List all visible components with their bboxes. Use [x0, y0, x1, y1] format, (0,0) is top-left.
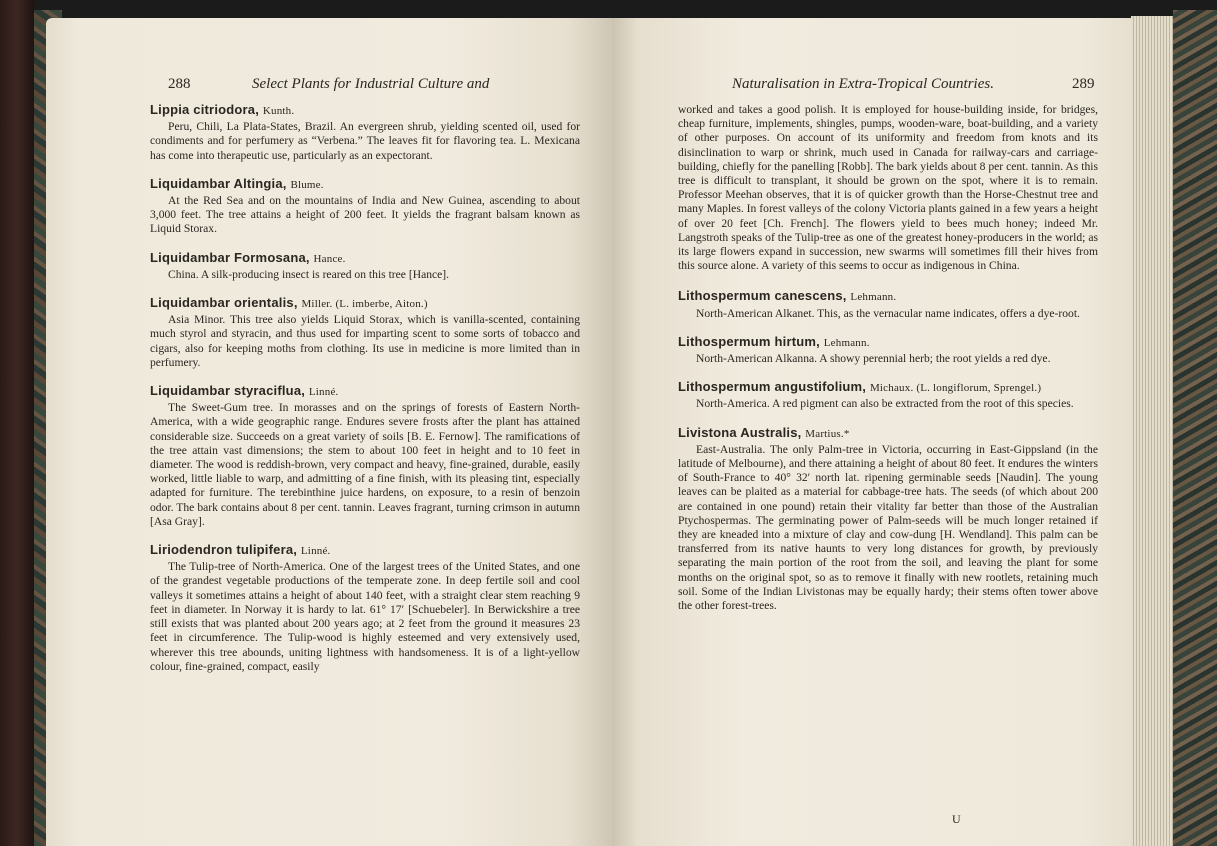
- entry-name: Lithospermum canescens,: [678, 288, 847, 304]
- entry-author: Hance.: [313, 252, 346, 265]
- entry-body: North-America. A red pigment can also be extracted from the root of this species.: [696, 397, 1074, 411]
- entry-author: Blume.: [290, 178, 324, 191]
- entry-author: Michaux. (L. longiflorum, Sprengel.): [869, 382, 1042, 395]
- entry-name: Liquidambar Formosana,: [150, 249, 310, 265]
- entry-body: At the Red Sea and on the mountains of India and New Guinea, ascending to about 3,000 feet. The tree attains a height of 200 feet. It yields the fragrant balsam known as Liquid Storax.: [150, 194, 580, 236]
- entry-body: Asia Minor. This tree also yields Liquid Storax, which is vanilla-scented, containing much styrol and styracin, and thus used for imparting scent to some sorts of tobacco and cigars, also for keeping moths from clothing. Its use in medicine is more limited than in perfumery.: [150, 313, 580, 369]
- entry-author: Linné.: [300, 545, 331, 558]
- entry-body: China. A silk-producing insect is reared on this tree [Hance].: [168, 267, 450, 281]
- entry-body: North-American Alkanna. A showy perennial herb; the root yields a red dye.: [696, 352, 1051, 366]
- continued-paragraph: worked and takes a good polish. It is employed for house-building inside, for bridges, cheap furniture, implements, shingles, pumps, wooden-ware, boat-building, and a variety of other purposes. On account of its uniformity and freedom from knots and its disinclination to warp or shrink, much used in Canada for railway-cars and carriage-building, chiefly for the panelling [Robb]. The bark yields about 8 per cent. tannin. As this tree is difficult to transplant, it should be grown on the spot, where it is to remain. Professor Meehan observes, that it is of quicker growth than the Horse-Chestnut tree and many Maples. In forest valleys of the colony Victoria plants gained in a few years a height of over 20 feet [Ch. French]. The flowers yield to bees much honey; indeed Mr. Langstroth speaks of the Tulip-tree as one of the greatest honey-producers in the world; as its large flowers expand in succession, new swarms will sometimes fill their hives from this source alone. A variety of this seems to occur as indigenous in China.: [678, 103, 1098, 273]
- entry: [678, 335, 1098, 366]
- entry-author: Martius.*: [805, 427, 850, 440]
- left-page-number: 288: [168, 76, 191, 92]
- entry-name: Liquidambar styraciflua,: [150, 383, 306, 399]
- entry-author: Linné.: [308, 386, 339, 399]
- entry-author: Kunth.: [262, 105, 295, 117]
- signature-mark: U: [952, 812, 961, 826]
- entry: [678, 289, 1098, 320]
- page-edges: [1131, 16, 1173, 846]
- entry-name: Lithospermum angustifolium,: [678, 379, 867, 395]
- left-page-text: [150, 103, 580, 688]
- entry: [150, 296, 580, 370]
- entry: [678, 380, 1098, 411]
- right-page-text: [678, 103, 1098, 627]
- entry: [150, 251, 580, 282]
- entry-author: Miller. (L. imberbe, Aiton.): [301, 298, 428, 311]
- entry-name: Lippia citriodora,: [150, 102, 260, 117]
- entry-body: East-Australia. The only Palm-tree in Victoria, occurring in East-Gippsland (in the latitude of Melbourne), and there attaining a height of about 80 feet. It endures the winters of South-France to 40° 32′ north lat. ripening germinable seeds [Naudin]. The young leaves can be plaited as a material for cabbage-tree hats. The seeds (of which about 200 are contained in one pound) retain their vitality far better than those of the Australian Ptychospermas. The germinating power of Palm-seeds will be much longer retained if they are kneaded into a mixture of clay and cow-dung [H. Wendland]. This palm can be transferred from its native haunts to very long distances for growth, by previously separating the main portion of the root from the soil, and leaving the plant for some months on the original spot, so as to remove it finally with new rootlets, retaining much soil. Some of the Indian Livistonas may be equally hardy; their stems often tower above the other forest-trees.: [678, 442, 1098, 613]
- entry-body: The Sweet-Gum tree. In morasses and on the springs of forests of Eastern North-America, with a wide geographic range. Endures severe frosts after the plant has attained considerable size. Succeeds on a great variety of soils [B. E. Fernow]. The ramifications of the tree attain vast dimensions; the stem to about 100 feet in height and to 10 feet in diameter. The wood is reddish-brown, very compact and heavy, fine-grained, durable, easily worked, little liable to warp, and admitting of a fine finish, with its pleasing tint, especially adapted for furniture. The terebinthine juice hardens, on exposure, to a resin of benzoin odor. The bark contains about 8 per cent. tannin. Leaves fragrant, turning crimson in autumn [Asa Gray].: [150, 401, 580, 528]
- entry-name: Lithospermum hirtum,: [678, 333, 820, 349]
- entry-name: Livistona Australis,: [678, 424, 802, 440]
- entry-author: Lehmann.: [850, 291, 897, 304]
- right-running-header: Naturalisation in Extra-Tropical Countries.: [732, 76, 994, 92]
- entry-name: Liquidambar Altingia,: [150, 175, 287, 191]
- book-cover-left: [0, 0, 34, 846]
- left-running-header: Select Plants for Industrial Culture and: [252, 76, 490, 92]
- entry: [150, 177, 580, 237]
- entry-name: Liquidambar orientalis,: [150, 295, 298, 311]
- entry-name: Liriodendron tulipifera,: [150, 542, 298, 558]
- entry: [150, 543, 580, 674]
- entry-body: North-American Alkanet. This, as the vernacular name indicates, offers a dye-root.: [696, 306, 1080, 320]
- entry: [678, 426, 1098, 614]
- entry: [150, 103, 580, 163]
- right-page-number: 289: [1072, 76, 1095, 92]
- entry-body: The Tulip-tree of North-America. One of the largest trees of the United States, and one of the grandest vegetable productions of the temperate zone. In deep fertile soil and cool valleys it sometimes attains a height of about 140 feet, with a straight clear stem reaching 9 feet in diameter. In Norway it is hardy to lat. 61° 17′ [Schuebeler]. In Berwickshire a tree still exists that was planted about 200 years ago; at 2 feet from the ground it measures 23 feet in circumference. The Tulip-wood is highly esteemed and very extensively used, wherever this tree abounds, uniting lightness with handsomeness. It is of a light-yellow colour, fine-grained, compact, easily: [150, 560, 580, 673]
- marbled-endpaper-right: [1173, 10, 1217, 846]
- entry: [150, 384, 580, 529]
- entry-body: Peru, Chili, La Plata-States, Brazil. An evergreen shrub, yielding scented oil, used for condiments and for perfumery as “Verbena.” The leaves fit for flavoring tea. L. Mexicana has come into therapeutic use, particularly as an expectorant.: [150, 120, 580, 162]
- entry-author: Lehmann.: [823, 336, 870, 349]
